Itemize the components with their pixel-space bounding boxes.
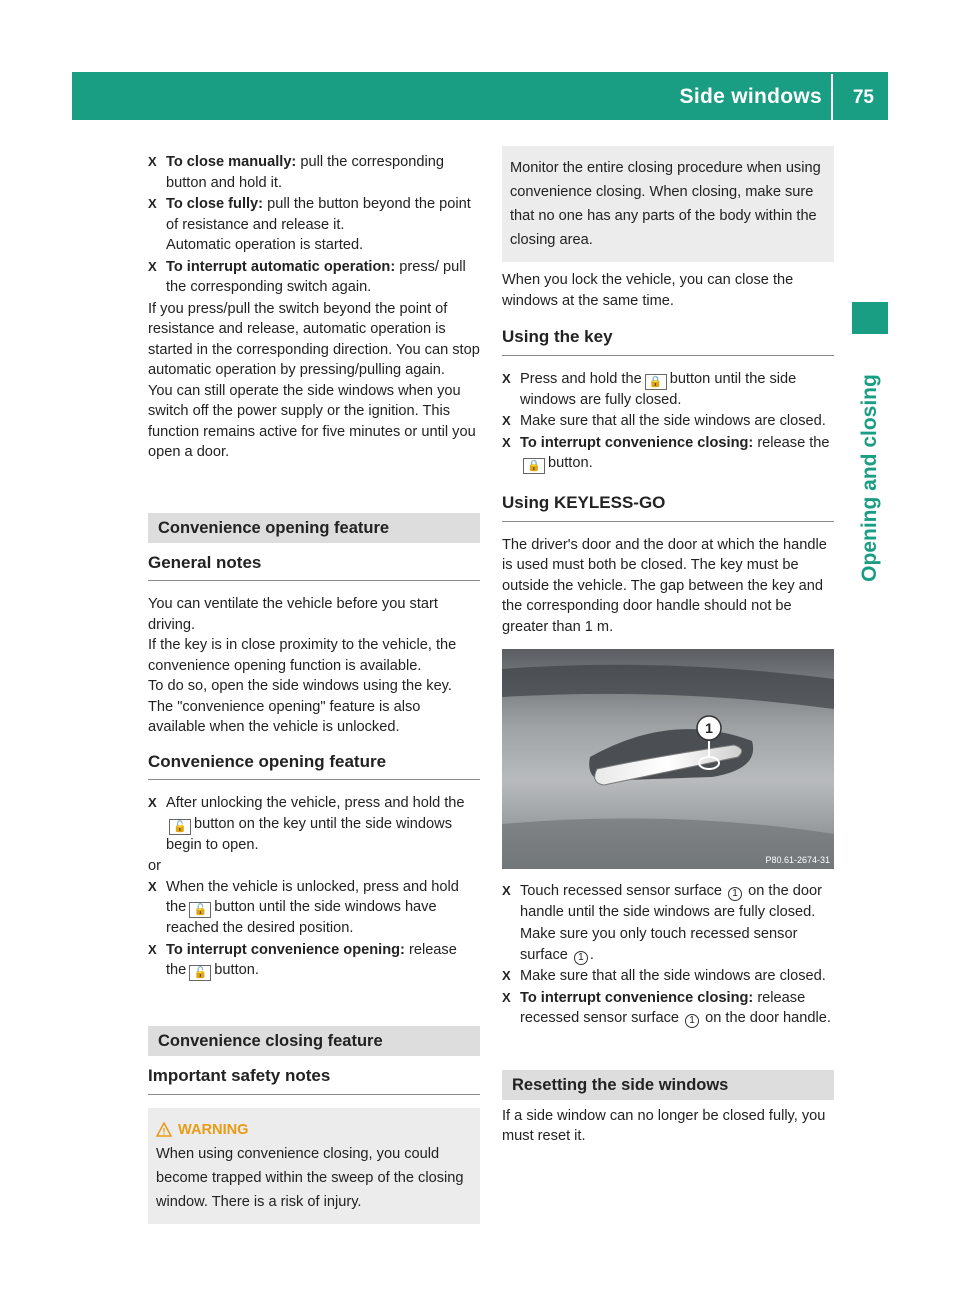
callout-number: 1 bbox=[705, 720, 713, 736]
list-item bbox=[502, 369, 834, 411]
callout-1-icon: 1 bbox=[574, 951, 588, 965]
list-item bbox=[148, 194, 480, 256]
callout-1-icon: 1 bbox=[728, 887, 742, 901]
step-arrow-icon: X bbox=[502, 989, 511, 1005]
warning-label: WARNING bbox=[178, 1121, 249, 1138]
step-arrow-icon: X bbox=[502, 883, 511, 898]
paragraph: If the key is in close proximity to the vehicle, the convenience opening function is available. bbox=[148, 637, 457, 674]
chapter-label: Opening and closing bbox=[858, 374, 881, 582]
unlock-key-icon: 🔓 bbox=[189, 902, 211, 918]
step-text: After unlocking the vehicle, press and hold the bbox=[166, 795, 465, 811]
door-handle-photo bbox=[502, 649, 834, 869]
list-item: X Touch recessed sensor surface 1 on the door handle until the side windows are fully closed. Make sure you only touch recessed sensor surface 1 . bbox=[502, 883, 822, 963]
list-item bbox=[148, 257, 480, 298]
step-text: Make sure that all the side windows are closed. bbox=[520, 968, 826, 984]
step-text: Make sure you only touch recessed sensor surface bbox=[520, 926, 798, 963]
subheading: Convenience opening feature bbox=[148, 752, 480, 781]
subheading: Important safety notes bbox=[148, 1066, 480, 1095]
step-text: button. bbox=[214, 962, 259, 978]
subheading: General notes bbox=[148, 553, 480, 582]
paragraph: You can still operate the side windows when you switch off the power supply or the ignition. This function remains active for five minutes or until you open a door. bbox=[148, 382, 476, 460]
step-text: button. bbox=[548, 455, 593, 471]
right-column bbox=[502, 146, 834, 1147]
header-divider bbox=[831, 74, 833, 120]
header-bar bbox=[72, 72, 888, 120]
lock-key-icon: 🔒 bbox=[523, 458, 545, 474]
list-item bbox=[148, 152, 480, 193]
subheading: Using the key bbox=[502, 327, 834, 356]
warning-title bbox=[156, 1118, 470, 1142]
step-label: To interrupt convenience opening: bbox=[166, 941, 405, 958]
warning-box bbox=[148, 1108, 480, 1224]
step-label: To close fully: bbox=[166, 196, 264, 212]
list-item bbox=[502, 433, 834, 475]
paragraph: When you lock the vehicle, you can close the windows at the same time. bbox=[502, 272, 794, 309]
paragraph: The "convenience opening" feature is also available when the vehicle is unlocked. bbox=[148, 698, 421, 735]
step-text: Press and hold the bbox=[520, 370, 642, 387]
list-item bbox=[148, 877, 480, 939]
step-text: button until the side windows have reached the desired position. bbox=[166, 899, 437, 936]
step-arrow-icon: X bbox=[502, 968, 511, 983]
notice-text: Monitor the entire closing procedure when using convenience closing. When closing, make sure that no one has any parts of the body within the closing area. bbox=[510, 160, 821, 248]
paragraph: If a side window can no longer be closed fully, you must reset it. bbox=[502, 1107, 826, 1144]
page-section-title: Side windows bbox=[679, 85, 822, 108]
step-arrow-icon: X bbox=[148, 196, 157, 211]
notice-box bbox=[502, 146, 834, 262]
list-item bbox=[502, 988, 834, 1029]
step-arrow-icon: X bbox=[148, 258, 157, 274]
step-text: on the door handle. bbox=[705, 1010, 831, 1026]
paragraph: The driver's door and the door at which the handle is used must both be closed. The key must be outside the vehicle. The gap between the key and the corresponding door handle should not be greater than 1 m. bbox=[502, 536, 827, 635]
step-text: button until the side windows are fully closed. bbox=[520, 370, 797, 408]
step-arrow-icon: X bbox=[148, 941, 157, 957]
section-heading: Convenience closing feature bbox=[148, 1026, 480, 1056]
side-chapter-tab bbox=[852, 302, 888, 334]
unlock-key-icon: 🔓 bbox=[169, 819, 191, 835]
paragraph: If you press/pull the switch beyond the point of resistance and release, automatic operation is started in the corresponding direction. You can stop automatic operation by pressing/pulling again. bbox=[148, 300, 480, 378]
step-text: When the vehicle is unlocked, press and hold the bbox=[166, 878, 459, 915]
step-text: Make sure that all the side windows are closed. bbox=[520, 413, 826, 429]
step-extra: Automatic operation is started. bbox=[166, 237, 364, 253]
step-arrow-icon: X bbox=[502, 370, 511, 386]
section-heading: Convenience opening feature bbox=[148, 513, 480, 543]
page-number: 75 bbox=[852, 87, 874, 108]
step-arrow-icon: X bbox=[502, 434, 511, 450]
list-item bbox=[502, 966, 834, 987]
warning-text: When using convenience closing, you could become trapped within the sweep of the closing window. There is a risk of injury. bbox=[156, 1145, 464, 1210]
left-column bbox=[148, 152, 480, 1224]
paragraph: To do so, open the side windows using the key. bbox=[148, 678, 452, 694]
step-arrow-icon: X bbox=[148, 878, 157, 894]
unlock-key-icon: 🔓 bbox=[189, 965, 211, 981]
subheading: Using KEYLESS-GO bbox=[502, 493, 834, 522]
callout-1-icon: 1 bbox=[685, 1014, 699, 1028]
step-arrow-icon: X bbox=[502, 413, 511, 428]
list-item bbox=[502, 411, 834, 432]
step-text: release recessed sensor surface bbox=[520, 989, 806, 1026]
warning-triangle-icon bbox=[156, 1122, 172, 1137]
door-handle-illustration bbox=[502, 649, 834, 869]
list-item bbox=[148, 793, 480, 855]
step-text: on the door handle until the side windows are fully closed. bbox=[520, 883, 822, 920]
photo-code: P80.61-2674-31 bbox=[765, 855, 830, 865]
step-text: press/ pull the corresponding switch again. bbox=[166, 258, 466, 295]
list-item bbox=[148, 940, 480, 982]
step-text: button on the key until the side windows begin to open. bbox=[166, 815, 452, 853]
lock-key-icon: 🔒 bbox=[645, 374, 667, 390]
step-label: To interrupt convenience closing: bbox=[520, 434, 754, 451]
section-heading: Resetting the side windows bbox=[502, 1070, 834, 1100]
step-label: To interrupt automatic operation: bbox=[166, 258, 396, 275]
step-text: Touch recessed sensor surface bbox=[520, 883, 722, 899]
step-text: pull the button beyond the point of resistance and release it. bbox=[166, 196, 471, 233]
step-text: pull the corresponding button and hold it. bbox=[166, 154, 444, 191]
svg-text:!: ! bbox=[162, 1126, 166, 1137]
step-label: To interrupt convenience closing: bbox=[520, 989, 754, 1006]
step-label: To close manually: bbox=[166, 154, 297, 170]
paragraph: You can ventilate the vehicle before you start driving. bbox=[148, 596, 438, 633]
step-text: release the bbox=[166, 941, 457, 978]
or-text: or bbox=[148, 858, 161, 874]
step-arrow-icon: X bbox=[148, 154, 157, 169]
step-arrow-icon: X bbox=[148, 795, 157, 810]
step-text: release the bbox=[753, 434, 830, 451]
